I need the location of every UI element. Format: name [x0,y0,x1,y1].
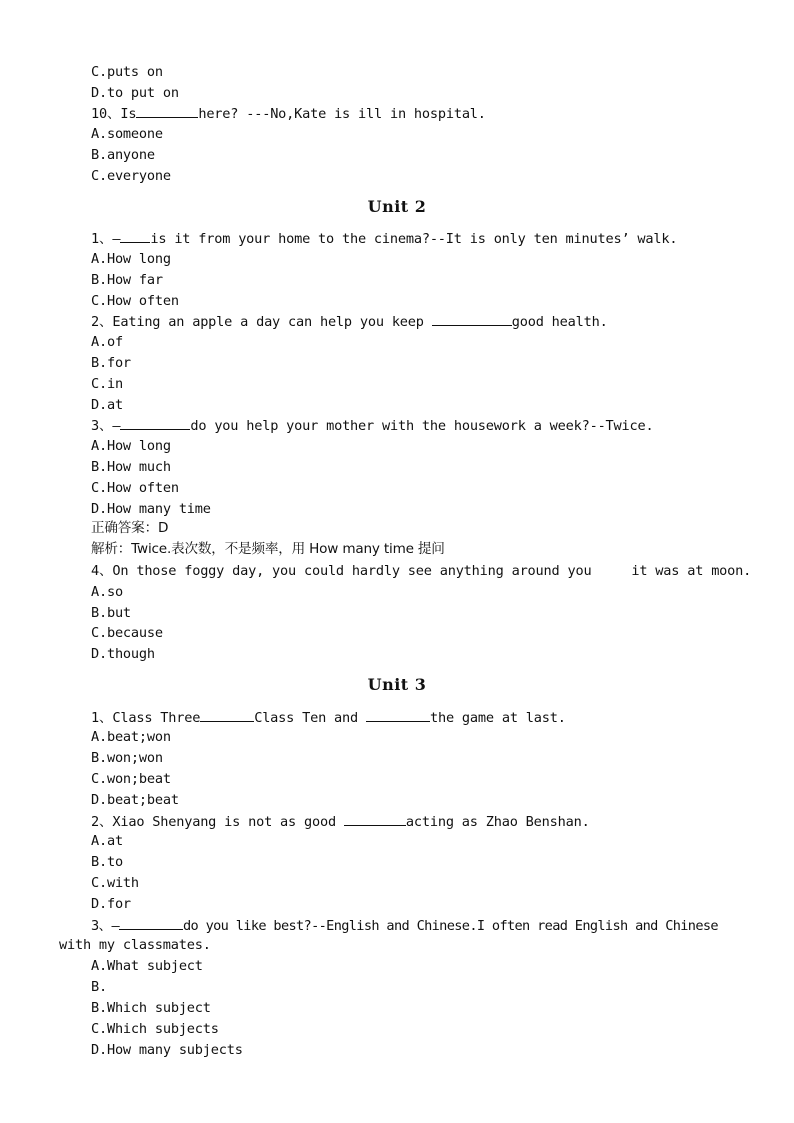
option-c: C.How often [91,480,179,496]
section-title: Unit 2 [367,197,427,216]
question-text: 10、Is [91,106,137,122]
option-a: A.How long [91,251,171,267]
question-text: good health. [511,314,608,330]
option-a: A.beat;won [91,729,171,745]
option-c: C.Which subjects [91,1021,219,1037]
correct-answer: 正确答案：D [91,520,169,536]
question-2 [91,811,590,832]
option-b: B.for [91,355,131,371]
question-text: 3、— [91,918,120,934]
answer-blank [366,707,430,722]
option-a: A.so [91,584,123,600]
option-c: C.won;beat [91,771,171,787]
question-text: 3、— [91,418,121,434]
question-text: is it from your home to the cinema?--It is only ten minutes’ walk. [150,231,678,247]
option-c: C.puts on [91,64,163,80]
option-b: B. [91,979,107,995]
question-3-continued: with my classmates. [59,937,211,953]
answer-blank [136,103,198,118]
option-b: B.won;won [91,750,163,766]
option-b: B.to [91,854,123,870]
question-10 [91,103,486,124]
option-c: C.everyone [91,168,171,184]
answer-blank [120,228,150,243]
answer-blank [200,707,254,722]
question-text: do you like best?--English and Chinese.I often read English and Chinese [183,918,718,934]
option-b: B.Which subject [91,1000,211,1016]
question-text: here? ---No,Kate is ill in hospital. [198,106,486,122]
option-b: B.How much [91,459,171,475]
question-text: Class Ten and [254,710,366,726]
option-d: D.beat;beat [91,792,179,808]
option-c: C.in [91,376,123,392]
section-title: Unit 3 [367,675,427,694]
option-d: D.How many subjects [91,1042,243,1058]
option-c: C.How often [91,293,179,309]
option-a: A.What subject [91,958,203,974]
answer-blank [119,915,183,930]
answer-blank [344,811,406,826]
option-b: B.How far [91,272,163,288]
question-text: do you help your mother with the housework a week?--Twice. [190,418,654,434]
option-a: A.How long [91,438,171,454]
question-text: 2、Eating an apple a day can help you keep [91,314,432,330]
question-1 [91,228,677,249]
option-d: D.to put on [91,85,179,101]
question-1 [91,707,566,728]
option-b: B.but [91,605,131,621]
question-text: 2、Xiao Shenyang is not as good [91,814,344,830]
question-4: 4、On those foggy day, you could hardly see anything around you it was at moon. [91,563,752,579]
answer-blank [432,311,512,326]
option-d: D.at [91,397,123,413]
question-3 [91,915,718,936]
question-text: 1、— [91,231,121,247]
answer-analysis: 解析：Twice.表次数，不是频率，用 How many time 提问 [91,541,445,557]
question-text: acting as Zhao Benshan. [405,814,590,830]
answer-blank [120,415,190,430]
option-a: A.someone [91,126,163,142]
option-a: A.of [91,334,123,350]
option-a: A.at [91,833,123,849]
option-b: B.anyone [91,147,155,163]
option-c: C.because [91,625,163,641]
option-c: C.with [91,875,139,891]
option-d: D.for [91,896,131,912]
question-text: 1、Class Three [91,710,201,726]
question-text: the game at last. [430,710,566,726]
option-d: D.though [91,646,155,662]
question-2 [91,311,608,332]
question-3 [91,415,653,436]
option-d: D.How many time [91,501,211,517]
